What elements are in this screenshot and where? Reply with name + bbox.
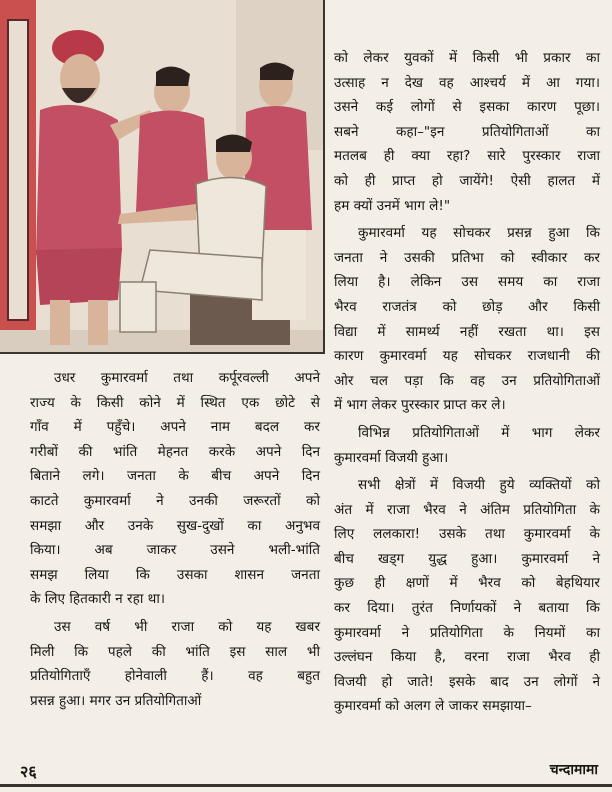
text-line: भैरव राजतंत्र को छोड़ और किसी (334, 298, 600, 315)
text-line: उधर कुमारवर्मा तथा कर्पूरवल्ली अपने (54, 370, 320, 386)
text-line: समझ लिया कि उसका शासन जनता (30, 566, 320, 583)
text-line: उस वर्ष भी राजा को यह खबर (54, 618, 320, 635)
text-line: काटते कुमारवर्मा ने उनकी जरूरतों को (30, 492, 320, 509)
text-line: प्रतियोगिताएँ होनेवाली हैं। वह बहुत (30, 668, 320, 685)
text-line: विजयी हो जाते! इसके बाद उन लोगों ने (334, 673, 600, 690)
paragraph (334, 46, 600, 218)
footer-rule (0, 784, 612, 787)
text-line: उसने कई लोगों से इसका कारण पूछा। (334, 99, 600, 116)
text-line: उल्लंघन किया है, वरना राजा भैरव ही (334, 649, 600, 666)
page-number: २६ (20, 762, 37, 781)
right-column (334, 46, 600, 719)
text-line: सबने कहा–"इन प्रतियोगिताओं का (334, 123, 600, 140)
text-line: ओर चल पड़ा कि वह उन प्रतियोगिताओं (334, 372, 600, 389)
text-line: में भाग लेकर पुरस्कार प्राप्त कर ले। (334, 397, 506, 414)
paragraph (334, 221, 600, 418)
text-line: उत्साह न देख वह आश्चर्य में आ गया। (334, 74, 600, 91)
text-line: कुछ ही क्षणों में भैरव को बेहथियार (334, 575, 600, 592)
text-line: किया। अब जाकर उसने भली-भांति (30, 542, 320, 559)
text-line: लिया है। लेकिन उस समय का राजा (334, 274, 600, 291)
text-line: कुमारवर्मा यह सोचकर प्रसन्न हुआ कि (358, 225, 600, 242)
text-line: कारण कुमारवर्मा यह सोचकर राजधानी की (334, 348, 600, 365)
text-line: बीच खड्ग युद्ध हुआ। कुमारवर्मा ने (334, 550, 600, 567)
text-line: राज्य के किसी कोने में स्थित एक छोटे से (30, 394, 320, 411)
text-line: अंत में राजा भैरव ने अंतिम प्रतियोगिता के (334, 501, 600, 518)
left-column (30, 366, 320, 713)
text-line: विभिन्न प्रतियोगिताओं में भाग लेकर (358, 424, 600, 441)
text-line: कुमारवर्मा को अलग ले जाकर समझाया– (334, 698, 532, 715)
text-line: विद्या में सामर्थ्य नहीं रखता था। इस (334, 323, 600, 340)
text-line: लिए ललकारा! उसके तथा कुमारवर्मा के (334, 526, 600, 543)
text-line: को लेकर युवकों में किसी भी प्रकार का (334, 50, 600, 66)
text-line: हम क्यों उनमें भाग ले!" (334, 197, 451, 214)
text-line: को ही प्राप्त हो जायेंगे! ऐसी हालत में (334, 172, 600, 189)
text-line: जनता ने उसकी प्रतिभा को स्वीकार कर (334, 249, 600, 266)
paragraph (30, 366, 320, 612)
text-line: कुमारवर्मा ने प्रतियोगिता के नियमों का (334, 624, 600, 641)
story-illustration (0, 0, 325, 354)
text-line: मतलब ही क्या रहा? सारे पुरस्कार राजा (334, 148, 600, 165)
text-line: समझा और उनके सुख-दुखों का अनुभव (30, 517, 320, 534)
paragraph (334, 473, 600, 719)
text-line: कर दिया। तुरंत निर्णायकों ने बताया कि (334, 600, 600, 617)
paragraph (334, 421, 600, 470)
paragraph (30, 615, 320, 713)
text-line: सभी क्षेत्रों में विजयी हुये व्यक्तियों को (358, 477, 600, 494)
text-line: प्रसन्न हुआ। मगर उन प्रतियोगिताओं (30, 692, 202, 709)
text-line: मिली कि पहले की भांति इस साल भी (30, 643, 320, 660)
text-line: के लिए हितकारी न रहा था। (30, 591, 166, 608)
text-line: गाँव में पहुँचे। अपने नाम बदल कर (30, 419, 320, 436)
text-line: गरीबों की भांति मेहनत करके अपने दिन (30, 443, 320, 460)
text-line: बिताने लगे। जनता के बीच अपने दिन (30, 468, 320, 485)
text-line: कुमारवर्मा विजयी हुआ। (334, 449, 449, 466)
magazine-name: चन्दामामा (549, 762, 598, 778)
